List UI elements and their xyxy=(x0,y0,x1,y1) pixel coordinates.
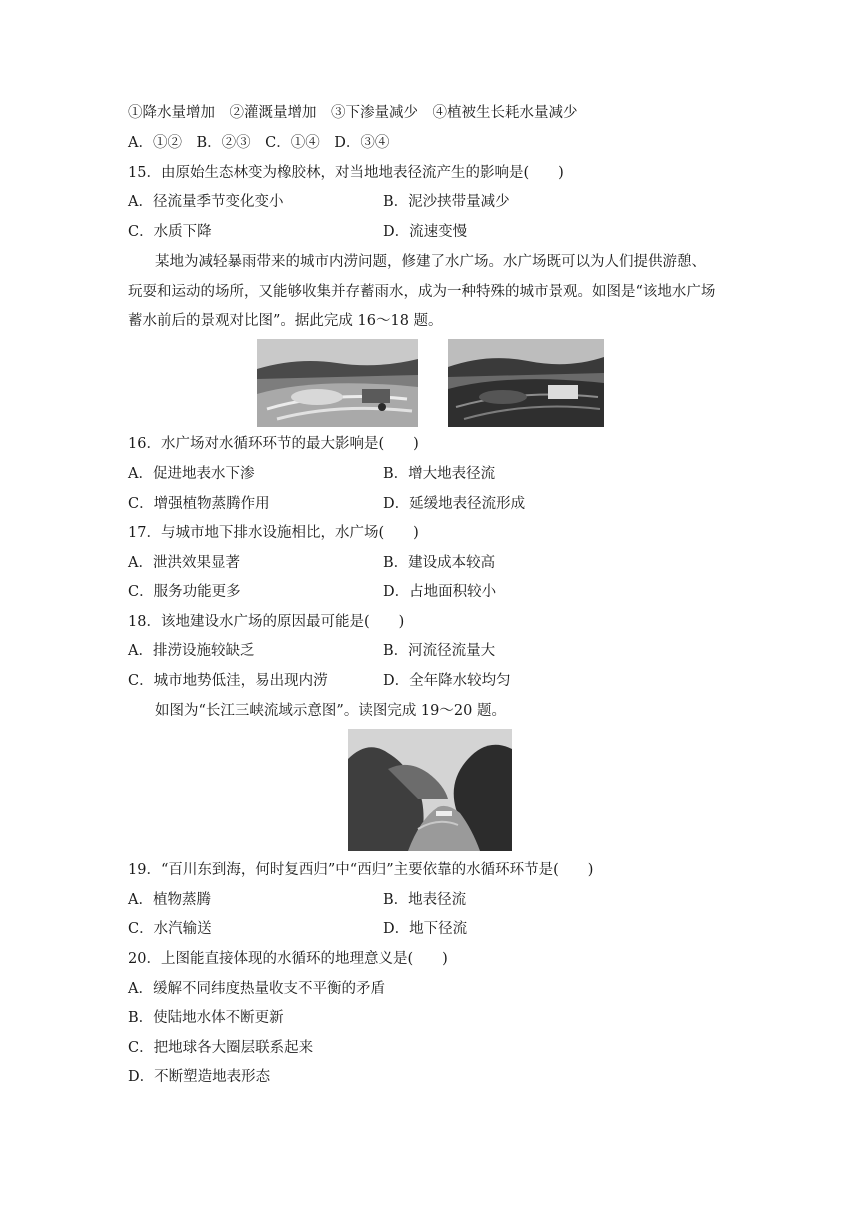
q19-option-d[interactable]: D．地下径流 xyxy=(383,921,468,937)
q20-option-c[interactable]: C．把地球各大圈层联系起来 xyxy=(128,1040,314,1056)
q16-option-a[interactable]: A．促进地表水下渗 xyxy=(128,466,255,482)
q16-stem: 16．水广场对水循环环节的最大影响是( ) xyxy=(128,436,419,452)
q16-option-c[interactable]: C．增强植物蒸腾作用 xyxy=(128,496,270,512)
passage1-line3: 蓄水前后的景观对比图”。据此完成 16～18 题。 xyxy=(128,313,443,329)
q20-stem: 20．上图能直接体现的水循环的地理意义是( ) xyxy=(128,951,448,967)
q18-option-b[interactable]: B．河流径流量大 xyxy=(383,643,496,659)
passage1-line2: 玩耍和运动的场所，又能够收集并存蓄雨水，成为一种特殊的城市景观。如图是“该地水广场 xyxy=(128,284,716,300)
q19-option-c[interactable]: C．水汽输送 xyxy=(128,921,212,937)
q14-options-line: ①降水量增加 ②灌溉量增加 ③下渗量减少 ④植被生长耗水量减少 xyxy=(128,105,578,121)
q17-stem: 17．与城市地下排水设施相比，水广场( ) xyxy=(128,525,419,541)
q18-option-d[interactable]: D．全年降水较均匀 xyxy=(383,673,511,689)
q20-option-d[interactable]: D．不断塑造地表形态 xyxy=(128,1069,271,1085)
q19-option-a[interactable]: A．植物蒸腾 xyxy=(128,892,211,908)
q20-option-b[interactable]: B．使陆地水体不断更新 xyxy=(128,1010,284,1026)
q17-option-c[interactable]: C．服务功能更多 xyxy=(128,584,241,600)
q14-choices[interactable]: A．①② B．②③ C．①④ D．③④ xyxy=(128,135,390,151)
q15-option-a[interactable]: A．径流量季节变化变小 xyxy=(128,194,284,210)
q18-stem: 18．该地建设水广场的原因最可能是( ) xyxy=(128,614,405,630)
q15-option-d[interactable]: D．流速变慢 xyxy=(383,224,468,240)
passage2: 如图为“长江三峡流域示意图”。读图完成 19～20 题。 xyxy=(155,703,506,719)
water-plaza-after-photo xyxy=(448,339,604,427)
q17-option-b[interactable]: B．建设成本较高 xyxy=(383,555,496,571)
q19-stem: 19．“百川东到海，何时复西归”中“西归”主要依靠的水循环环节是( ) xyxy=(128,862,594,878)
q16-option-b[interactable]: B．增大地表径流 xyxy=(383,466,496,482)
q17-option-a[interactable]: A．泄洪效果显著 xyxy=(128,555,240,571)
q15-option-b[interactable]: B．泥沙挟带量减少 xyxy=(383,194,510,210)
water-plaza-before-photo xyxy=(257,339,418,427)
passage1-line1: 某地为减轻暴雨带来的城市内涝问题，修建了水广场。水广场既可以为人们提供游憩、 xyxy=(155,254,706,270)
q15-option-c[interactable]: C．水质下降 xyxy=(128,224,212,240)
three-gorges-photo xyxy=(348,729,512,851)
q17-option-d[interactable]: D．占地面积较小 xyxy=(383,584,497,600)
q16-option-d[interactable]: D．延缓地表径流形成 xyxy=(383,496,526,512)
q20-option-a[interactable]: A．缓解不同纬度热量收支不平衡的矛盾 xyxy=(128,981,385,997)
q18-option-c[interactable]: C．城市地势低洼，易出现内涝 xyxy=(128,673,328,689)
q19-option-b[interactable]: B．地表径流 xyxy=(383,892,467,908)
q15-stem: 15．由原始生态林变为橡胶林，对当地地表径流产生的影响是( ) xyxy=(128,165,564,181)
q18-option-a[interactable]: A．排涝设施较缺乏 xyxy=(128,643,255,659)
